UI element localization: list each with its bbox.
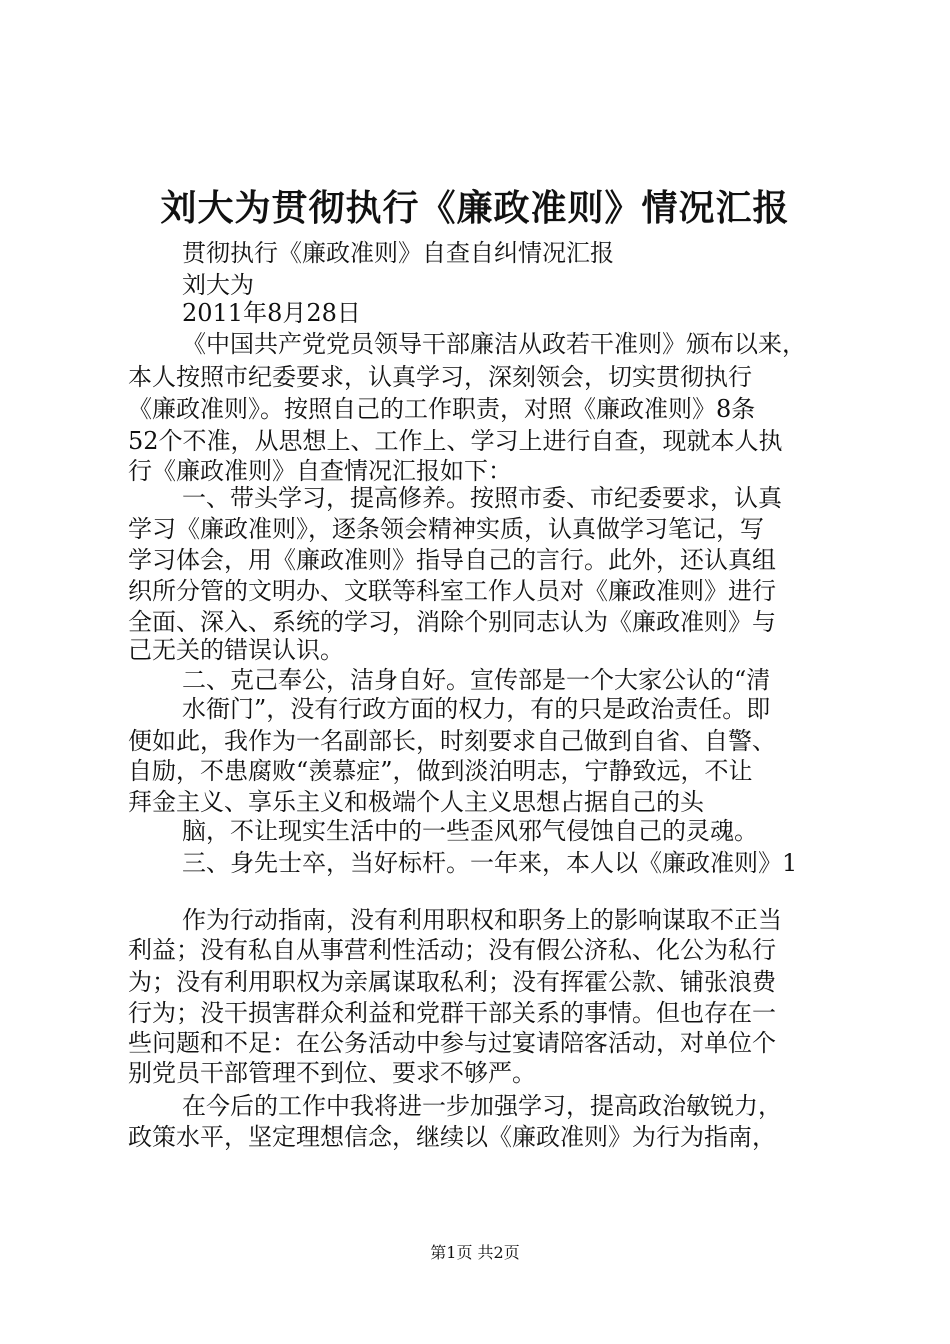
paragraph-line: 己无关的错误认识。 (128, 636, 344, 664)
paragraph-line: 政策水平，坚定理想信念，继续以《廉政准则》为行为指南， (128, 1123, 776, 1151)
paragraph-line: 脑，不让现实生活中的一些歪风邪气侵蚀自己的灵魂。 (182, 817, 758, 845)
paragraph-line: 一、带头学习，提高修养。按照市委、市纪委要求，认真 (182, 484, 782, 512)
paragraph-line: 些问题和不足：在公务活动中参与过宴请陪客活动，对单位个 (128, 1029, 776, 1057)
paragraph-line: 学习体会，用《廉政准则》指导自己的言行。此外，还认真组 (128, 546, 776, 574)
paragraph-line: 利益；没有私自从事营利性活动；没有假公济私、化公为私行 (128, 936, 776, 964)
paragraph-line: 便如此，我作为一名副部长，时刻要求自己做到自省、自警、 (128, 727, 776, 755)
document-title: 刘大为贯彻执行《廉政准则》情况汇报 (160, 187, 790, 229)
subtitle-line: 贯彻执行《廉政准则》自查自纠情况汇报 (182, 239, 614, 267)
paragraph-line: 拜金主义、享乐主义和极端个人主义思想占据自己的头 (128, 788, 704, 816)
paragraph-line: 在今后的工作中我将进一步加强学习，提高政治敏锐力， (182, 1092, 782, 1120)
author-line: 刘大为 (182, 271, 254, 299)
paragraph-line: 三、身先士卒，当好标杆。一年来，本人以《廉政准则》1 (182, 849, 798, 877)
page-footer: 第1页 共2页 (430, 1243, 520, 1262)
paragraph-line: 行《廉政准则》自查情况汇报如下： (128, 457, 512, 485)
paragraph-line: 全面、深入、系统的学习，消除个别同志认为《廉政准则》与 (128, 608, 776, 636)
paragraph-line: 行为；没干损害群众利益和党群干部关系的事情。但也存在一 (128, 999, 776, 1027)
paragraph-line: 52个不准，从思想上、工作上、学习上进行自查，现就本人执 (128, 427, 783, 455)
paragraph-line: 学习《廉政准则》，逐条领会精神实质，认真做学习笔记，写 (128, 515, 764, 543)
paragraph-line: 自励，不患腐败“羡慕症”，做到淡泊明志，宁静致远，不让 (128, 757, 753, 785)
paragraph-line: 为；没有利用职权为亲属谋取私利；没有挥霍公款、铺张浪费 (128, 968, 776, 996)
paragraph-line: 织所分管的文明办、文联等科室工作人员对《廉政准则》进行 (128, 577, 776, 605)
paragraph-line: 水衙门”，没有行政方面的权力，有的只是政治责任。即 (182, 695, 771, 723)
paragraph-line: 作为行动指南，没有利用职权和职务上的影响谋取不正当 (182, 906, 782, 934)
paragraph-line: 本人按照市纪委要求，认真学习，深刻领会，切实贯彻执行 (128, 363, 752, 391)
paragraph-line: 《中国共产党党员领导干部廉洁从政若干准则》颁布以来， (182, 330, 806, 358)
paragraph-line: 《廉政准则》。按照自己的工作职责，对照《廉政准则》8条 (128, 395, 756, 423)
paragraph-line: 别党员干部管理不到位、要求不够严。 (128, 1059, 536, 1087)
date-line: 2011年8月28日 (182, 299, 361, 327)
paragraph-line: 二、克己奉公，洁身自好。宣传部是一个大家公认的“清 (182, 666, 771, 694)
